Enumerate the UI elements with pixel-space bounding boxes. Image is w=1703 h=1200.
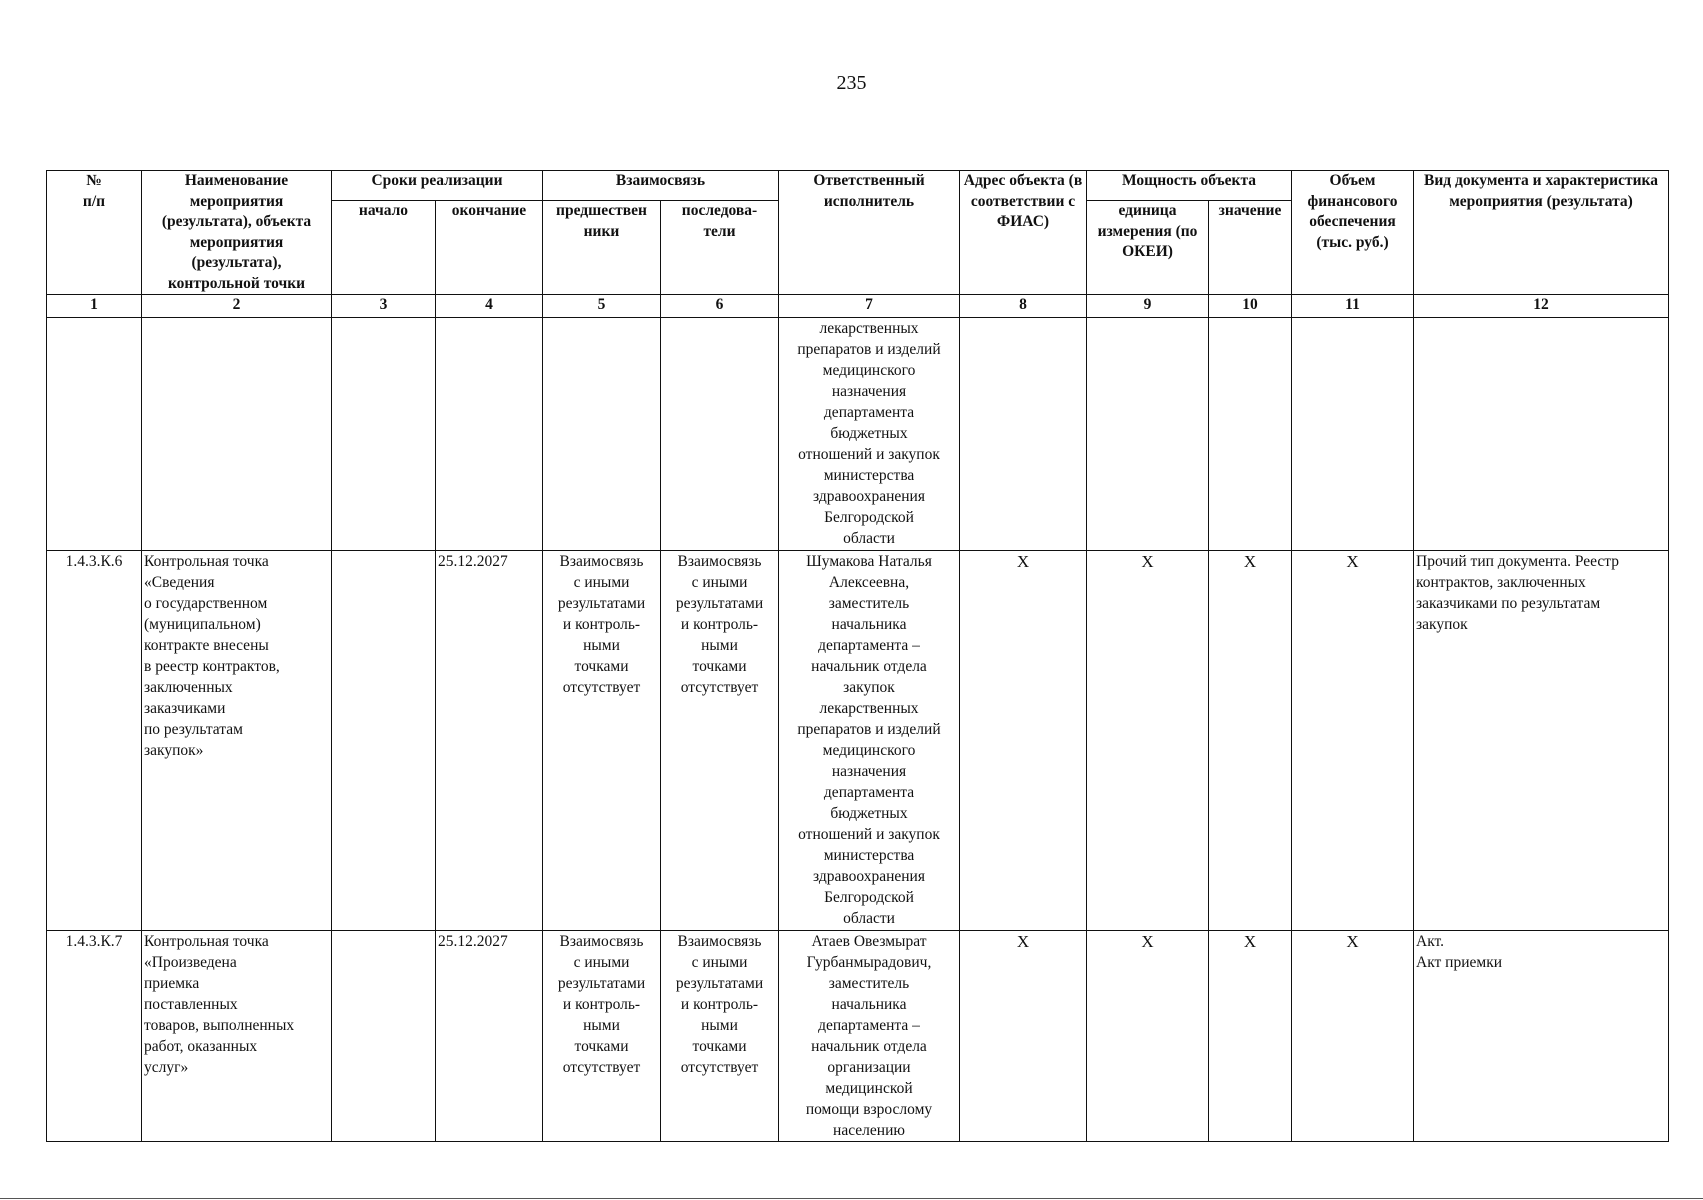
row-responsible: лекарственных препаратов и изделий медицинского назначения департамента бюджетных отношений и закупок министерства здравоохранения Белгородской области: [779, 318, 960, 551]
column-number: 1: [47, 295, 142, 318]
header-start: начало: [332, 201, 436, 295]
table-row: [47, 318, 1669, 551]
header-end: окончание: [436, 201, 543, 295]
row-finance: X: [1292, 551, 1414, 931]
column-number: 11: [1292, 295, 1414, 318]
page-number: 235: [836, 72, 867, 94]
column-number: 6: [661, 295, 779, 318]
header-finance: Объем финансового обеспечения (тыс. руб.): [1292, 171, 1414, 295]
row-successors: [661, 318, 779, 551]
row-start: [332, 551, 436, 931]
column-number: 3: [332, 295, 436, 318]
column-number: 7: [779, 295, 960, 318]
header-responsible: Ответственный исполнитель: [779, 171, 960, 295]
row-doc: Прочий тип документа. Реестр контрактов, заключенных заказчиками по результатам закупок: [1414, 551, 1669, 931]
column-number: 8: [960, 295, 1087, 318]
header-row-1: [47, 171, 1669, 201]
row-doc: Акт. Акт приемки: [1414, 931, 1669, 1142]
row-successors: Взаимосвязь с иными результатами и контроль- ными точками отсутствует: [661, 551, 779, 931]
row-unit: X: [1087, 931, 1209, 1142]
column-number: 4: [436, 295, 543, 318]
measures-table: [46, 170, 1669, 1142]
row-predecessors: [543, 318, 661, 551]
row-finance: [1292, 318, 1414, 551]
header-doc: Вид документа и характеристика мероприятия (результата): [1414, 171, 1669, 295]
header-unit: единица измерения (по ОКЕИ): [1087, 201, 1209, 295]
table-row: [47, 931, 1669, 1142]
row-start: [332, 318, 436, 551]
header-successors: последова- тели: [661, 201, 779, 295]
row-address: X: [960, 931, 1087, 1142]
row-predecessors: Взаимосвязь с иными результатами и контроль- ными точками отсутствует: [543, 551, 661, 931]
row-predecessors: Взаимосвязь с иными результатами и контроль- ными точками отсутствует: [543, 931, 661, 1142]
table-row: [47, 551, 1669, 931]
row-start: [332, 931, 436, 1142]
row-value: X: [1209, 931, 1292, 1142]
header-num: № п/п: [47, 171, 142, 295]
page-edge-line: [0, 1198, 1703, 1199]
row-finance: X: [1292, 931, 1414, 1142]
row-number: 1.4.3.К.6: [47, 551, 142, 931]
row-end: [436, 318, 543, 551]
column-number: 5: [543, 295, 661, 318]
row-unit: X: [1087, 551, 1209, 931]
column-number: 10: [1209, 295, 1292, 318]
row-successors: Взаимосвязь с иными результатами и контроль- ными точками отсутствует: [661, 931, 779, 1142]
row-number: [47, 318, 142, 551]
row-name: [142, 318, 332, 551]
header-terms-group: Сроки реализации: [332, 171, 543, 201]
row-end: 25.12.2027: [436, 931, 543, 1142]
row-doc: [1414, 318, 1669, 551]
header-value: значение: [1209, 201, 1292, 295]
column-number: 12: [1414, 295, 1669, 318]
header-name: Наименование мероприятия (результата), объекта мероприятия (результата), контрольной точки: [142, 171, 332, 295]
header-predecessors: предшествен ники: [543, 201, 661, 295]
row-responsible: Атаев Овезмырат Гурбанмырадович, заместитель начальника департамента – начальник отдела организации медицинской помощи взрослому населению: [779, 931, 960, 1142]
row-end: 25.12.2027: [436, 551, 543, 931]
row-address: X: [960, 551, 1087, 931]
column-numbers-row: [47, 295, 1669, 318]
row-value: [1209, 318, 1292, 551]
header-capacity-group: Мощность объекта: [1087, 171, 1292, 201]
row-name: Контрольная точка «Произведена приемка поставленных товаров, выполненных работ, оказанных услуг»: [142, 931, 332, 1142]
column-number: 2: [142, 295, 332, 318]
column-number: 9: [1087, 295, 1209, 318]
row-number: 1.4.3.К.7: [47, 931, 142, 1142]
row-value: X: [1209, 551, 1292, 931]
row-name: Контрольная точка «Сведения о государственном (муниципальном) контракте внесены в реестр контрактов, заключенных заказчиками по результатам закупок»: [142, 551, 332, 931]
row-unit: [1087, 318, 1209, 551]
row-address: [960, 318, 1087, 551]
header-address: Адрес объекта (в соответствии с ФИАС): [960, 171, 1087, 295]
header-relation-group: Взаимосвязь: [543, 171, 779, 201]
row-responsible: Шумакова Наталья Алексеевна, заместитель начальника департамента – начальник отдела закупок лекарственных препаратов и изделий медицинского назначения департамента бюджетных отношений и закупок министерства здравоохранения Белгородской области: [779, 551, 960, 931]
